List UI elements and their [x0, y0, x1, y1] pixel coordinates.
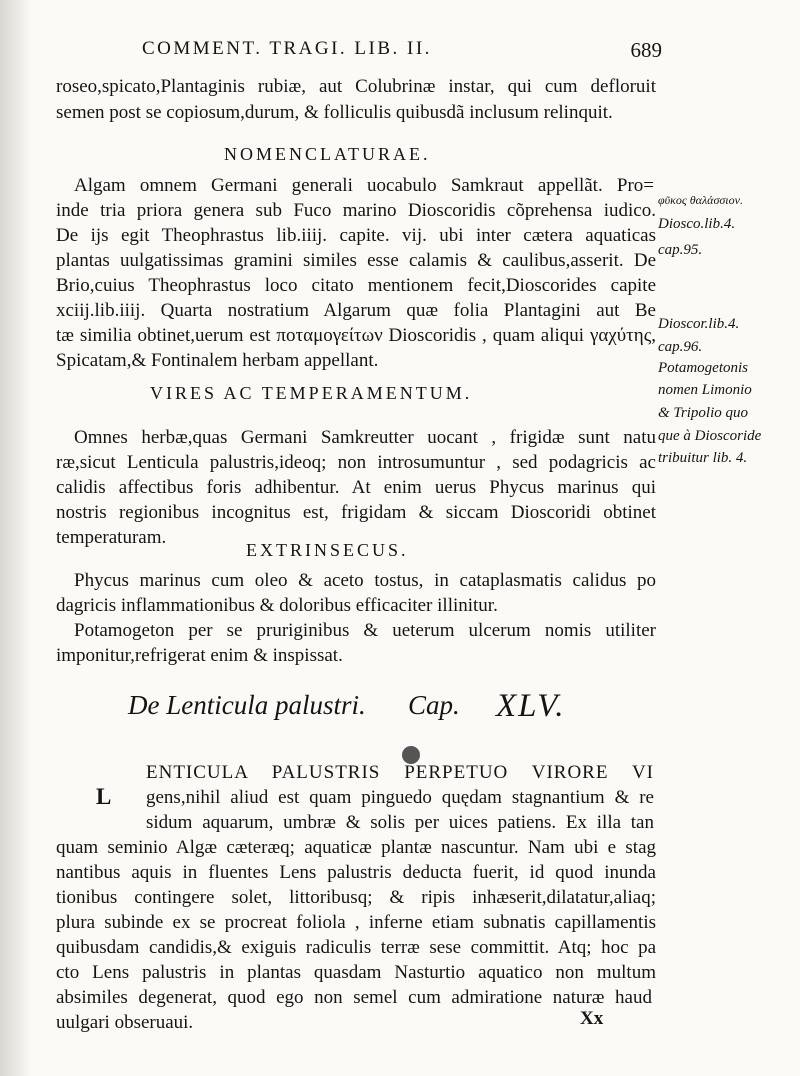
page-gutter-shadow: [0, 0, 32, 1076]
chapter-title: [128, 690, 608, 730]
text-line: roseo,spicato,Plantaginis rubiæ, aut Colubrinæ instar, qui cum defloruit: [56, 76, 656, 97]
text-line: Omnes herbæ,quas Germani Samkreutter uocant , frigidæ sunt natu: [74, 427, 656, 448]
running-head: [142, 38, 662, 66]
chapter-name: De Lenticula palustri.: [128, 690, 366, 720]
text-line: ræ,sicut Lenticula palustris,ideoq; non introsumuntur , sed podagricis ac: [56, 452, 656, 473]
drop-cap: L: [96, 784, 112, 809]
text-line: cto Lens palustris in plantas quasdam Nasturtio aquatico non multum: [56, 962, 656, 983]
running-head-title: COMMENT. TRAGI. LIB. II.: [142, 38, 432, 59]
text-line: Spicatam,& Fontinalem herbam appellant.: [56, 350, 379, 371]
text-line: gens,nihil aliud est quam pinguedo quędam stagnantium & re: [146, 787, 654, 808]
margin-note: & Tripolio quo: [658, 405, 749, 421]
chapter-label: Cap.: [408, 690, 460, 720]
section-heading-vires: VIRES AC TEMPERAMENTUM.: [150, 383, 473, 403]
margin-note: Diosco.lib.4.: [658, 216, 736, 232]
text-line: calidis affectibus foris adhibentur. At enim uerus Phycus marinus qui: [56, 477, 656, 498]
text-line: uulgari obseruaui.: [56, 1012, 194, 1033]
text-line: plura subinde ex se procreat foliola , inferne etiam subnatis capillamentis: [56, 912, 656, 933]
text-line: Brio,cuius Theophrastus loco citato mentionem fecit,Dioscorides capite: [56, 275, 656, 296]
margin-note: φῦκος θαλάσσιον.: [658, 193, 743, 207]
text-line: plantas uulgatissimas gramini similes esse calamis & caulibus,asserit. De: [56, 250, 656, 271]
margin-note: Potamogetonis: [658, 360, 748, 376]
text-line: tæ similia obtinet,uerum est ποταμογείτων Dioscoridis , quam aliqui γαχύτης,: [56, 325, 656, 346]
text-line: semen post se copiosum,durum, & folliculis quibusdã inclusum relinquit.: [56, 102, 613, 123]
margin-note: tribuitur lib. 4.: [658, 450, 748, 466]
text-line: Phycus marinus cum oleo & aceto tostus, in cataplasmatis calidus po: [74, 570, 656, 591]
text-line: Potamogeton per se pruriginibus & ueterum ulcerum nomis utiliter: [74, 620, 656, 641]
page-number: 689: [630, 38, 662, 62]
margin-note: que à Dioscoride: [658, 428, 762, 444]
text-line: imponitur,refrigerat enim & inspissat.: [56, 645, 343, 666]
text-line: nantibus aquis in fluentes Lens palustris deducta fuerit, id quod inunda: [56, 862, 656, 883]
section-heading-nomenclaturae: NOMENCLATURAE.: [224, 144, 431, 164]
text-line: xciij.lib.iiij. Quarta nostratium Algarum quæ folia Plantagini aut Be: [56, 300, 656, 321]
text-line: tionibus contingere solet, littoribusq; & ripis inhæserit,dilatatur,aliaq;: [56, 887, 656, 908]
section-heading-extrinsecus: EXTRINSECUS.: [246, 540, 409, 560]
text-line: De ijs egit Theophrastus lib.iiij. capite. vij. ubi inter cætera aquaticas: [56, 225, 656, 246]
text-line: temperaturam.: [56, 527, 167, 548]
chapter-number: XLV.: [496, 688, 566, 724]
margin-note: cap.96.: [658, 339, 703, 355]
text-line: quibusdam candidis,& exiguis radiculis terræ sese committit. Atq; hoc pa: [56, 937, 656, 958]
text-line: ENTICULA PALUSTRIS PERPETUO VIRORE VI: [146, 762, 654, 783]
text-line: nostris regionibus incognitus est, frigidam & siccam Dioscoridi obtinet: [56, 502, 656, 523]
margin-note: nomen Limonio: [658, 382, 752, 398]
margin-note: Dioscor.lib.4.: [658, 316, 740, 332]
text-line: Algam omnem Germani generali uocabulo Samkraut appellãt. Pro=: [74, 175, 654, 196]
catchword: Xx: [580, 1008, 604, 1029]
text-line: inde tria priora genera sub Fuco marino Dioscoridis cõprehensa iudico.: [56, 200, 656, 221]
text-line: dagricis inflammationibus & doloribus efficaciter illinitur.: [56, 595, 498, 616]
margin-note: cap.95.: [658, 242, 703, 258]
text-line: sidum aquarum, umbræ & solis per uices patiens. Ex illa tan: [146, 812, 654, 833]
text-line: absimiles degenerat, quod ego non semel cum admiratione naturæ haud: [56, 987, 652, 1008]
text-line: quam seminio Algæ cæteræq; aquaticæ plantæ nascuntur. Nam ubi e stag: [56, 837, 656, 858]
